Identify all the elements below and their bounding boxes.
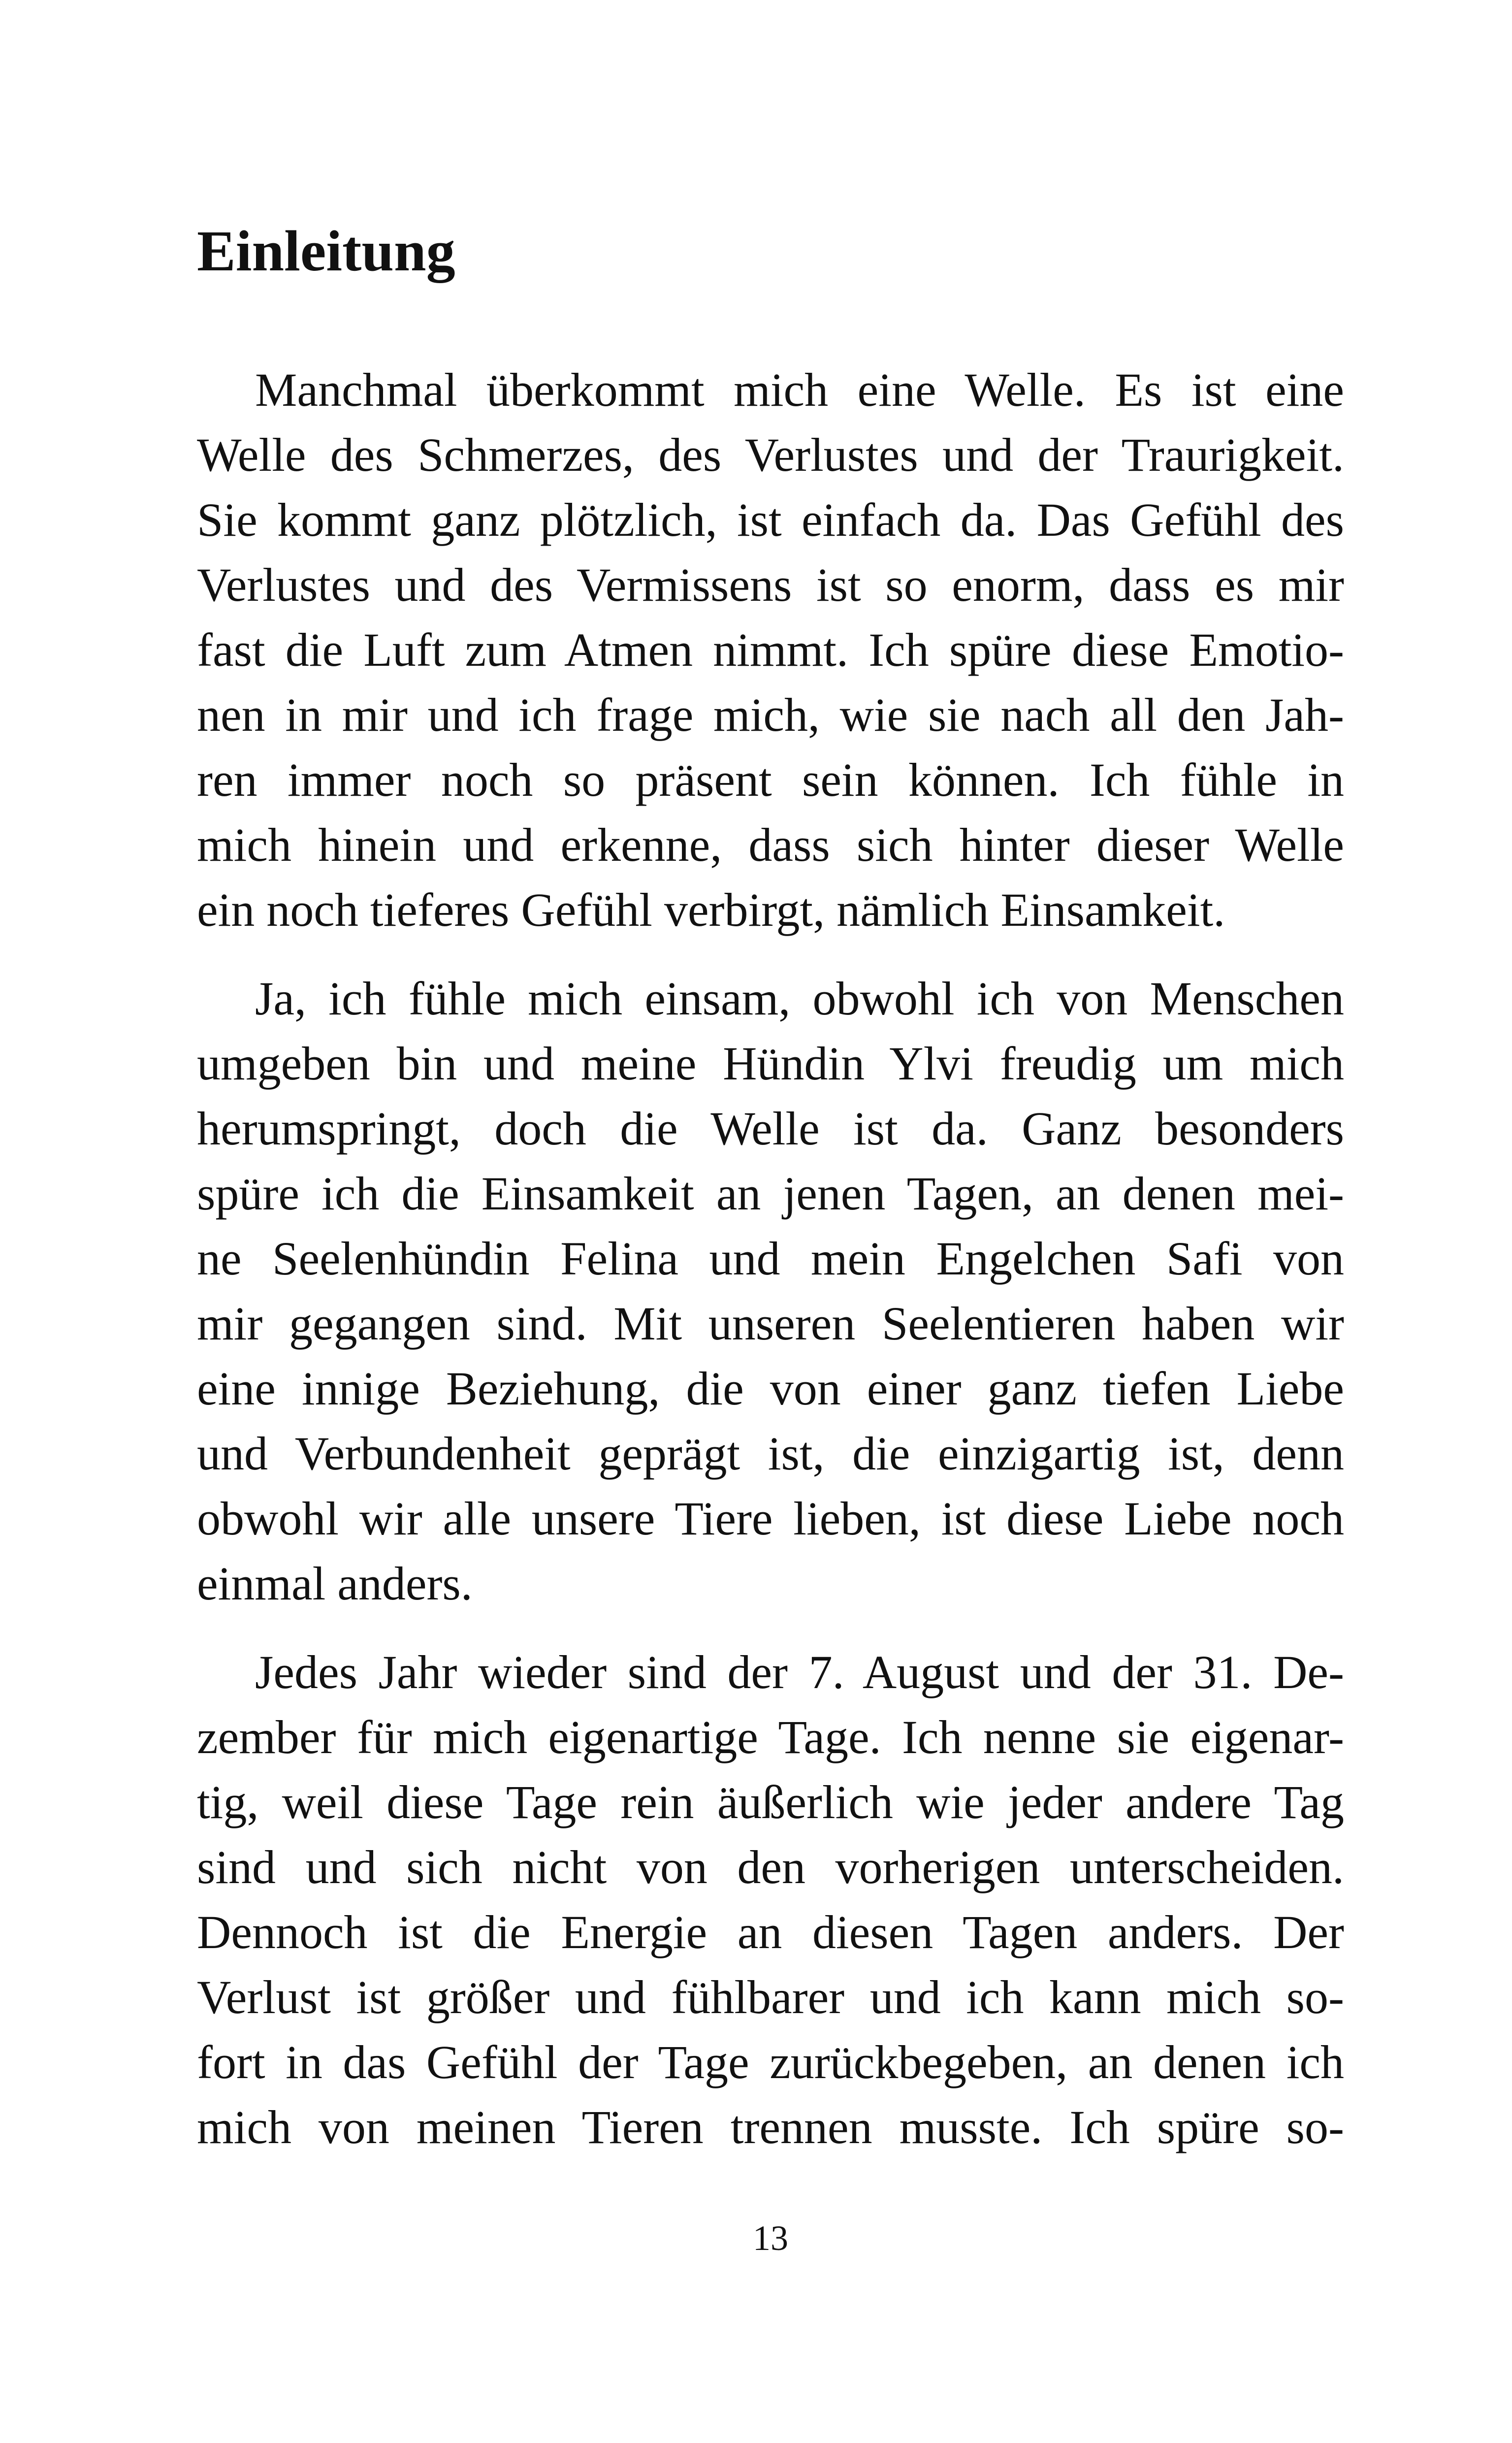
text-line: Sie kommt ganz plötzlich, ist einfach da. Das Gefühl des xyxy=(197,493,1344,546)
text-line: mir gegangen sind. Mit unseren Seelentieren haben wir xyxy=(197,1297,1344,1350)
text-line: Jedes Jahr wieder sind der 7. August und der 31. De- xyxy=(255,1646,1344,1698)
text-line: ne Seelenhündin Felina und mein Engelchen Safi von xyxy=(197,1232,1344,1285)
text-line: Ja, ich fühle mich einsam, obwohl ich von Menschen xyxy=(255,972,1344,1025)
paragraph xyxy=(197,1640,1344,2160)
text-line: fort in das Gefühl der Tage zurückbegeben, an denen ich xyxy=(197,2036,1344,2088)
text-line: Dennoch ist die Energie an diesen Tagen anders. Der xyxy=(197,1906,1344,1958)
text-line: ein noch tieferes Gefühl verbirgt, nämlich Einsamkeit. xyxy=(197,883,1225,936)
text-line: Verlust ist größer und fühlbarer und ich kann mich so- xyxy=(197,1971,1344,2023)
text-line: herumspringt, doch die Welle ist da. Ganz besonders xyxy=(197,1102,1344,1155)
text-line: tig, weil diese Tage rein äußerlich wie jeder andere Tag xyxy=(197,1776,1344,1828)
paragraph xyxy=(197,358,1344,943)
text-line: ren immer noch so präsent sein können. Ich fühle in xyxy=(197,753,1344,806)
body-text xyxy=(197,358,1344,2183)
text-line: einmal anders. xyxy=(197,1557,473,1610)
text-line: spüre ich die Einsamkeit an jenen Tagen, an denen mei- xyxy=(197,1167,1344,1220)
text-line: Welle des Schmerzes, des Verlustes und der Traurigkeit. xyxy=(197,428,1344,481)
paragraph xyxy=(197,966,1344,1616)
text-line: fast die Luft zum Atmen nimmt. Ich spüre diese Emotio- xyxy=(197,623,1344,676)
page-number: 13 xyxy=(753,2218,788,2258)
text-line: Manchmal überkommt mich eine Welle. Es ist eine xyxy=(255,363,1344,416)
text-line: eine innige Beziehung, die von einer ganz tiefen Liebe xyxy=(197,1362,1344,1415)
text-line: mich von meinen Tieren trennen musste. Ich spüre so- xyxy=(197,2101,1344,2153)
chapter-heading: Einleitung xyxy=(197,219,455,283)
text-line: umgeben bin und meine Hündin Ylvi freudig um mich xyxy=(197,1037,1344,1090)
text-line: nen in mir und ich frage mich, wie sie nach all den Jah- xyxy=(197,688,1344,741)
text-line: Verlustes und des Vermissens ist so enorm, dass es mir xyxy=(197,558,1344,611)
text-line: obwohl wir alle unsere Tiere lieben, ist diese Liebe noch xyxy=(197,1492,1344,1545)
book-page xyxy=(197,0,1344,2443)
text-line: und Verbundenheit geprägt ist, die einzigartig ist, denn xyxy=(197,1427,1344,1480)
text-line: zember für mich eigenartige Tage. Ich nenne sie eigenar- xyxy=(197,1711,1344,1763)
text-line: sind und sich nicht von den vorherigen unterscheiden. xyxy=(197,1841,1344,1893)
text-line: mich hinein und erkenne, dass sich hinter dieser Welle xyxy=(197,818,1344,871)
